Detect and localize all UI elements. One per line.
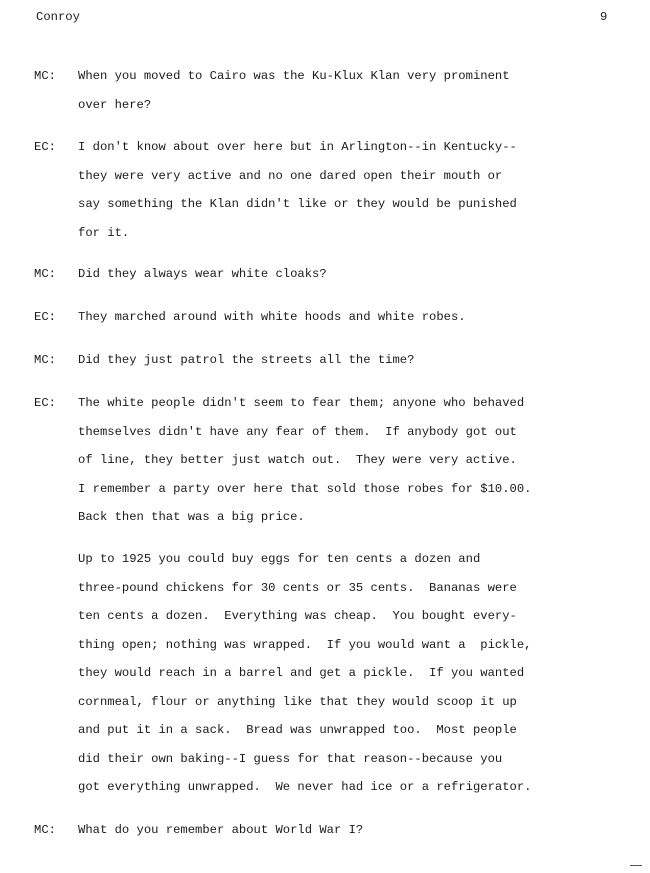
speech-text <box>78 260 618 289</box>
speaker-label <box>34 133 56 162</box>
speech-line: When you moved to Cairo was the Ku-Klux Klan very prominent <box>78 69 510 83</box>
speech-text <box>78 303 618 332</box>
speech-text <box>78 133 618 247</box>
speech-line: Did they just patrol the streets all the time? <box>78 353 415 367</box>
page-number: 9 <box>600 10 608 24</box>
speaker-text: MC: <box>34 267 56 281</box>
speaker-label <box>34 816 56 845</box>
header-interviewee-name: Conroy <box>36 10 80 24</box>
speech-line: over here? <box>78 97 152 112</box>
speech-line: they would reach in a barrel and get a pickle. If you wanted <box>78 666 525 680</box>
speech-line: got everything unwrapped. We never had ice or a refrigerator. <box>78 780 532 794</box>
speech-line: for it. <box>78 225 130 240</box>
speech-line: of line, they better just watch out. They were very active. <box>78 453 517 467</box>
speech-text <box>78 389 618 532</box>
speech-line: Up to 1925 you could buy eggs for ten cents a dozen and <box>78 552 481 566</box>
speech-line: I don't know about over here but in Arlington--in Kentucky-- <box>78 140 517 154</box>
speaker-label <box>34 62 56 91</box>
speech-line: thing open; nothing was wrapped. If you would want a pickle, <box>78 637 532 652</box>
speech-line: themselves didn't have any fear of them. If anybody got out <box>78 424 517 439</box>
speaker-label <box>34 346 56 375</box>
speaker-label <box>34 389 56 418</box>
speaker-text: EC: <box>34 310 56 324</box>
speech-line: did their own baking--I guess for that reason--because you <box>78 751 503 766</box>
speech-line: Back then that was a big price. <box>78 510 305 524</box>
speech-line: say something the Klan didn't like or they would be punished <box>78 197 517 211</box>
speech-line: Did they always wear white cloaks? <box>78 267 327 281</box>
speaker-text: MC: <box>34 353 56 367</box>
speech-line: three-pound chickens for 30 cents or 35 cents. Bananas were <box>78 580 517 595</box>
speaker-text: EC: <box>34 140 56 154</box>
speech-line: and put it in a sack. Bread was unwrapped too. Most people <box>78 723 517 737</box>
speech-line: The white people didn't seem to fear them; anyone who behaved <box>78 396 525 410</box>
speech-text <box>78 816 618 845</box>
speech-line: What do you remember about World War I? <box>78 823 364 837</box>
margin-mark <box>630 865 642 866</box>
speech-line: cornmeal, flour or anything like that they would scoop it up <box>78 694 517 709</box>
speech-line: They marched around with white hoods and white robes. <box>78 310 466 324</box>
speaker-label <box>34 260 56 289</box>
speaker-text: EC: <box>34 396 56 410</box>
speech-line: ten cents a dozen. Everything was cheap. You bought every- <box>78 609 517 623</box>
speaker-text: MC: <box>34 823 56 837</box>
speaker-text: MC: <box>34 69 56 83</box>
speech-text <box>78 346 618 375</box>
speech-line: I remember a party over here that sold those robes for $10.00. <box>78 481 532 496</box>
speech-line: they were very active and no one dared open their mouth or <box>78 168 503 183</box>
speech-text <box>78 545 618 802</box>
speech-text <box>78 62 618 119</box>
speaker-label <box>34 303 56 332</box>
